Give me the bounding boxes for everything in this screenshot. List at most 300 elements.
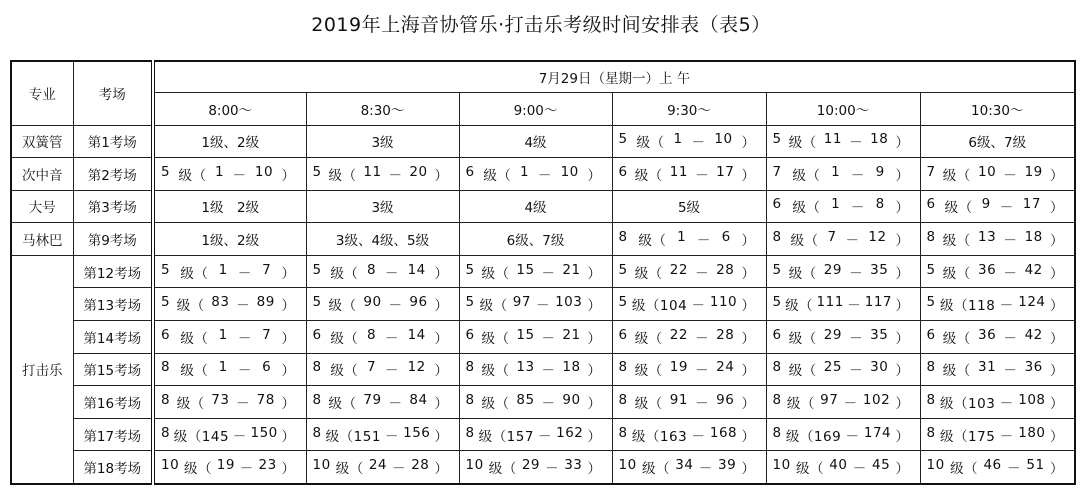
level-range-text [767, 229, 920, 249]
schedule-cell [766, 353, 920, 386]
level-range-token: ） [1049, 265, 1064, 282]
level-range-token: － [999, 200, 1014, 217]
level-range-token: 5 [926, 261, 936, 278]
level-range-token: 24 [716, 359, 735, 376]
level-range-token: 17 [1022, 196, 1041, 213]
level-range-text [767, 392, 920, 412]
schedule-cell [612, 223, 766, 256]
level-range-text [460, 294, 612, 314]
level-range-token: 级（ [488, 460, 517, 477]
level-range-text [921, 425, 1075, 445]
schedule-cell [766, 451, 920, 484]
level-range-token: 6 [312, 326, 322, 343]
schedule-cell [766, 386, 920, 419]
level-range-token: － [695, 167, 710, 184]
level-range-token: 5 [312, 163, 322, 180]
level-range-token: － [691, 298, 706, 315]
level-range-token: 级（ [634, 265, 663, 282]
schedule-cell [920, 386, 1075, 419]
level-range-token: 90 [363, 294, 382, 311]
level-range-token: ） [1049, 460, 1064, 477]
level-range-text [921, 327, 1075, 347]
level-range-token: 7 [262, 326, 272, 343]
schedule-cell [766, 418, 920, 451]
level-range-token: － [1003, 265, 1018, 282]
level-range-token: － [392, 460, 407, 477]
level-range-token: 级（ [950, 460, 979, 477]
level-range-token: － [232, 167, 247, 184]
level-range-token: － [385, 428, 400, 445]
level-range-token: 124 [1018, 294, 1046, 311]
level-range-token: 级（ [481, 265, 510, 282]
level-range-token: 12 [407, 359, 426, 376]
level-range-token: ） [434, 363, 449, 380]
level-range-token: ） [587, 363, 602, 380]
level-range-token: 10 [618, 456, 637, 473]
level-range-token: 91 [669, 392, 688, 409]
level-range-token: 20 [409, 163, 428, 180]
level-range-token: 级（ [641, 460, 670, 477]
level-range-token: 5 [618, 131, 628, 148]
schedule-cell [766, 125, 920, 158]
level-range-token: － [695, 363, 710, 380]
level-range-token: 级（ [330, 330, 359, 347]
level-range-token: － [237, 363, 252, 380]
level-range-token: 11 [669, 163, 688, 180]
level-range-token: 级（ [183, 460, 212, 477]
major-cell: 大号 [11, 190, 73, 223]
table-row [11, 451, 1075, 484]
schedule-cell [766, 190, 920, 223]
level-range-token: 51 [1026, 456, 1045, 473]
level-range-token: ） [587, 167, 602, 184]
time-header: 10:00～ [766, 92, 920, 125]
level-range-token: 级（ [788, 265, 817, 282]
level-range-token: 级（ [942, 363, 971, 380]
level-range-token: 级（ [481, 363, 510, 380]
level-range-text [767, 164, 920, 184]
level-range-text [460, 359, 612, 379]
level-range-token: ） [741, 396, 756, 413]
level-range-token: － [388, 396, 403, 413]
level-range-token: 6 [262, 359, 272, 376]
level-range-token: － [384, 363, 399, 380]
level-range-token: 8 [367, 326, 377, 343]
level-range-token: 6 [618, 163, 628, 180]
level-range-token: 10 [772, 456, 791, 473]
schedule-cell [920, 255, 1075, 288]
level-range-text [307, 262, 459, 282]
level-range-token: 10 [714, 131, 733, 148]
level-range-token: 36 [978, 261, 997, 278]
level-range-token: 级（ [942, 330, 971, 347]
level-range-token: 19 [1024, 163, 1043, 180]
level-range-token: 级（ [180, 330, 209, 347]
level-range-token: 级（ [788, 135, 817, 152]
level-range-token: 8 [926, 229, 936, 246]
schedule-cell: 4级 [459, 190, 612, 223]
level-range-text [307, 425, 459, 445]
level-range-token: 级（103 [940, 396, 996, 413]
level-range-token: 6 [772, 326, 782, 343]
level-range-token: 级（ [481, 330, 510, 347]
major-cell: 双簧管 [11, 125, 73, 158]
level-range-token: 8 [772, 359, 782, 376]
schedule-cell: 1级、2级 [153, 223, 306, 256]
level-range-token: 15 [516, 261, 535, 278]
level-range-token: 级（151 [325, 428, 381, 445]
level-range-token: 29 [823, 326, 842, 343]
level-range-token: ） [741, 233, 756, 250]
level-range-token: － [536, 298, 551, 315]
major-cell: 马林巴 [11, 223, 73, 256]
schedule-cell [612, 386, 766, 419]
level-range-token: ） [281, 265, 296, 282]
schedule-cell [612, 418, 766, 451]
level-range-token: － [236, 396, 251, 413]
level-range-token: 1 [214, 163, 225, 180]
level-range-token: － [691, 428, 706, 445]
level-range-token: 5 [161, 261, 171, 278]
level-range-token: 8 [161, 392, 171, 409]
level-range-token: 110 [709, 294, 738, 311]
level-range-token: 级（ [634, 396, 663, 413]
level-range-token: － [850, 167, 865, 184]
level-range-token: 级（ [335, 460, 364, 477]
level-range-token: 9 [981, 196, 991, 213]
level-range-token: － [852, 460, 867, 477]
level-range-token: 42 [1024, 261, 1043, 278]
level-range-token: ） [895, 265, 910, 282]
level-range-token: － [384, 330, 399, 347]
schedule-cell [306, 386, 459, 419]
level-range-token: － [237, 330, 252, 347]
level-range-token: 5 [772, 261, 782, 278]
level-range-token: － [696, 233, 711, 250]
schedule-cell [766, 321, 920, 354]
level-range-token: 84 [409, 392, 428, 409]
room-cell: 第1考场 [73, 125, 153, 158]
level-range-token: 1 [218, 261, 228, 278]
level-range-token: 8 [465, 392, 475, 409]
level-range-token: 45 [872, 456, 891, 473]
level-range-token: ） [281, 396, 296, 413]
level-range-token: 85 [516, 392, 535, 409]
schedule-cell [920, 223, 1075, 256]
schedule-cell [920, 353, 1075, 386]
level-range-token: 级（ [634, 330, 663, 347]
level-range-token: ） [895, 200, 910, 217]
schedule-cell [459, 386, 612, 419]
level-range-text [460, 457, 612, 477]
level-range-token: 级（ [330, 265, 359, 282]
schedule-cell: 1级、2级 [153, 125, 306, 158]
level-range-token: － [1003, 233, 1018, 250]
table-row [11, 418, 1075, 451]
level-range-text [921, 359, 1075, 379]
level-range-text [921, 262, 1075, 282]
level-range-token: 级（ [638, 233, 667, 250]
level-range-token: 5 [618, 261, 628, 278]
level-range-token: 级（ [328, 396, 357, 413]
level-range-token: 级（ [792, 167, 821, 184]
level-range-token: 21 [562, 261, 581, 278]
level-range-token: － [1007, 460, 1021, 477]
level-range-token: ） [434, 428, 449, 445]
level-range-token: 8 [618, 359, 628, 376]
schedule-cell: 1级 2级 [153, 190, 306, 223]
level-range-token: － [695, 330, 710, 347]
schedule-cell [153, 451, 306, 484]
level-range-token: 级（145 [173, 428, 230, 445]
level-range-token: － [388, 298, 403, 315]
level-range-token: 19 [669, 359, 688, 376]
level-range-token: ） [587, 396, 602, 413]
level-range-token: 5 [312, 294, 322, 311]
level-range-token: 83 [211, 294, 230, 311]
level-range-token: ） [1049, 428, 1064, 445]
table-row [11, 190, 1075, 223]
level-range-text [307, 164, 459, 184]
level-range-token: 级（157 [478, 428, 534, 445]
schedule-cell [459, 255, 612, 288]
level-range-token: 级（ [634, 167, 663, 184]
level-range-token: － [999, 298, 1014, 315]
level-range-text [307, 392, 459, 412]
schedule-cell [306, 288, 459, 321]
level-range-text [613, 229, 766, 249]
level-range-token: － [849, 135, 864, 152]
level-range-token: ） [281, 167, 296, 184]
level-range-token: ） [741, 330, 756, 347]
schedule-cell [920, 321, 1075, 354]
level-range-token: － [239, 460, 254, 477]
level-range-token: 8 [312, 392, 322, 409]
level-range-token: － [1003, 330, 1018, 347]
level-range-token: 10 [312, 456, 331, 473]
level-range-token: 12 [868, 229, 887, 246]
level-range-token: 级（ [790, 233, 819, 250]
level-range-token: ） [1049, 167, 1064, 184]
level-range-token: 级（ [792, 200, 821, 217]
level-range-token: 6 [926, 326, 936, 343]
level-range-token: 97 [820, 392, 839, 409]
level-range-token: － [698, 460, 713, 477]
level-range-token: － [849, 330, 864, 347]
level-range-token: ） [434, 396, 449, 413]
level-range-token: － [537, 167, 552, 184]
level-range-text [307, 294, 459, 314]
level-range-token: 10 [926, 456, 945, 473]
schedule-cell [459, 353, 612, 386]
level-range-token: 5 [772, 131, 782, 148]
room-cell: 第12考场 [73, 255, 153, 288]
schedule-cell [920, 190, 1075, 223]
level-range-token: － [232, 428, 247, 445]
level-range-token: － [541, 265, 556, 282]
level-range-text [767, 262, 920, 282]
schedule-cell [612, 125, 766, 158]
level-range-text [613, 392, 766, 412]
level-range-token: 28 [716, 326, 735, 343]
level-range-token: 29 [823, 261, 842, 278]
level-range-token: 级（163 [631, 428, 688, 445]
level-range-token: ） [281, 363, 296, 380]
level-range-text [767, 457, 920, 477]
level-range-token: － [845, 233, 860, 250]
level-range-token: ） [1049, 233, 1064, 250]
level-range-token: 级（ [483, 167, 512, 184]
room-cell: 第16考场 [73, 386, 153, 419]
time-header: 10:30～ [920, 92, 1075, 125]
level-range-text [155, 457, 306, 477]
schedule-cell [920, 158, 1075, 191]
level-range-token: ） [741, 363, 756, 380]
room-header: 考场 [73, 61, 153, 125]
level-range-token: 8 [312, 359, 322, 376]
level-range-token: 级（ [786, 396, 815, 413]
level-range-token: ） [434, 330, 449, 347]
level-range-token: 8 [618, 392, 628, 409]
level-range-token: 89 [256, 294, 275, 311]
level-range-token: 40 [829, 456, 848, 473]
level-range-token: ） [587, 265, 602, 282]
level-range-token: ） [741, 167, 756, 184]
level-range-token: 9 [875, 163, 885, 180]
level-range-text [155, 392, 306, 412]
level-range-token: ） [895, 428, 910, 445]
level-range-token: 8 [772, 424, 782, 441]
level-range-token: 90 [562, 392, 581, 409]
schedule-cell: 6级、7级 [920, 125, 1075, 158]
table-row [11, 386, 1075, 419]
level-range-token: 11 [363, 163, 382, 180]
level-range-token: ） [1049, 200, 1064, 217]
level-range-token: 8 [875, 196, 885, 213]
level-range-token: 34 [675, 456, 694, 473]
level-range-token: 级（ [176, 298, 205, 315]
level-range-token: 10 [465, 456, 484, 473]
level-range-token: 1 [218, 326, 228, 343]
level-range-token: 10 [254, 163, 274, 180]
page-title: 2019年上海音协管乐·打击乐考级时间安排表（表5） [311, 14, 771, 36]
level-range-token: ） [587, 330, 602, 347]
level-range-token: 150 [250, 424, 278, 441]
level-range-token: 级（118 [940, 298, 996, 315]
schedule-cell [306, 321, 459, 354]
level-range-text [613, 294, 766, 314]
level-range-token: 7 [772, 163, 782, 180]
level-range-text [921, 229, 1075, 249]
level-range-token: 级（ [180, 363, 209, 380]
level-range-token: 1 [673, 131, 683, 148]
level-range-token: － [999, 428, 1014, 445]
level-range-text [613, 262, 766, 282]
level-range-token: 97 [512, 294, 531, 311]
level-range-text [767, 327, 920, 347]
level-range-token: ） [1049, 298, 1064, 315]
level-range-token: － [541, 396, 556, 413]
level-range-token: 5 [465, 294, 475, 311]
level-range-text [307, 327, 459, 347]
level-range-token: 级（ [176, 396, 205, 413]
level-range-text [767, 425, 920, 445]
level-range-token: ） [281, 428, 296, 445]
level-range-token: 级（ [180, 265, 209, 282]
room-cell: 第13考场 [73, 288, 153, 321]
level-range-text [613, 327, 766, 347]
level-range-token: 10 [978, 163, 997, 180]
level-range-token: 29 [521, 456, 541, 473]
level-range-token: ） [895, 363, 910, 380]
level-range-token: 162 [556, 424, 584, 441]
schedule-cell [153, 321, 306, 354]
schedule-cell [920, 288, 1075, 321]
time-header: 9:00～ [459, 92, 612, 125]
level-range-token: 1 [831, 163, 841, 180]
schedule-cell [766, 223, 920, 256]
level-range-token: 级（ [788, 363, 817, 380]
level-range-text [921, 392, 1075, 412]
time-header: 8:00～ [153, 92, 306, 125]
level-range-token: 级（ [788, 330, 817, 347]
schedule-cell: 5级 [612, 190, 766, 223]
level-range-token: － [384, 265, 399, 282]
level-range-token: 18 [870, 131, 889, 148]
level-range-token: 13 [978, 229, 997, 246]
table-row [11, 288, 1075, 321]
level-range-token: － [538, 428, 553, 445]
level-range-token: 级（ [479, 298, 508, 315]
level-range-token: 14 [407, 261, 426, 278]
level-range-token: 5 [926, 294, 936, 311]
table-row [11, 353, 1075, 386]
level-range-token: － [545, 460, 560, 477]
level-range-token: 5 [618, 294, 628, 311]
level-range-token: 级（104 [631, 298, 688, 315]
level-range-text [921, 457, 1075, 477]
level-range-text [921, 196, 1075, 216]
level-range-text [767, 196, 920, 216]
level-range-token: 7 [262, 261, 272, 278]
level-range-token: ） [434, 167, 449, 184]
major-header: 专业 [11, 61, 73, 125]
schedule-cell [459, 451, 612, 484]
level-range-token: 1 [831, 196, 841, 213]
level-range-token: 级（ [942, 167, 971, 184]
level-range-text [613, 359, 766, 379]
schedule-cell [920, 451, 1075, 484]
level-range-token: ） [895, 330, 910, 347]
level-range-token: 39 [718, 456, 737, 473]
schedule-cell [153, 418, 306, 451]
level-range-token: ） [741, 265, 756, 282]
level-range-token: － [695, 396, 710, 413]
level-range-token: ） [281, 330, 296, 347]
level-range-token: － [845, 428, 860, 445]
level-range-token: 8 [772, 229, 782, 246]
date-header: 7月29日（星期一）上 午 [153, 61, 1075, 92]
room-cell: 第9考场 [73, 223, 153, 256]
schedule-cell [153, 386, 306, 419]
level-range-token: 168 [709, 424, 738, 441]
level-range-token: 15 [516, 326, 535, 343]
level-range-token: 79 [363, 392, 382, 409]
schedule-cell [306, 451, 459, 484]
level-range-token: 级（ [330, 363, 359, 380]
level-range-token: 级（ [944, 200, 973, 217]
schedule-cell [612, 451, 766, 484]
